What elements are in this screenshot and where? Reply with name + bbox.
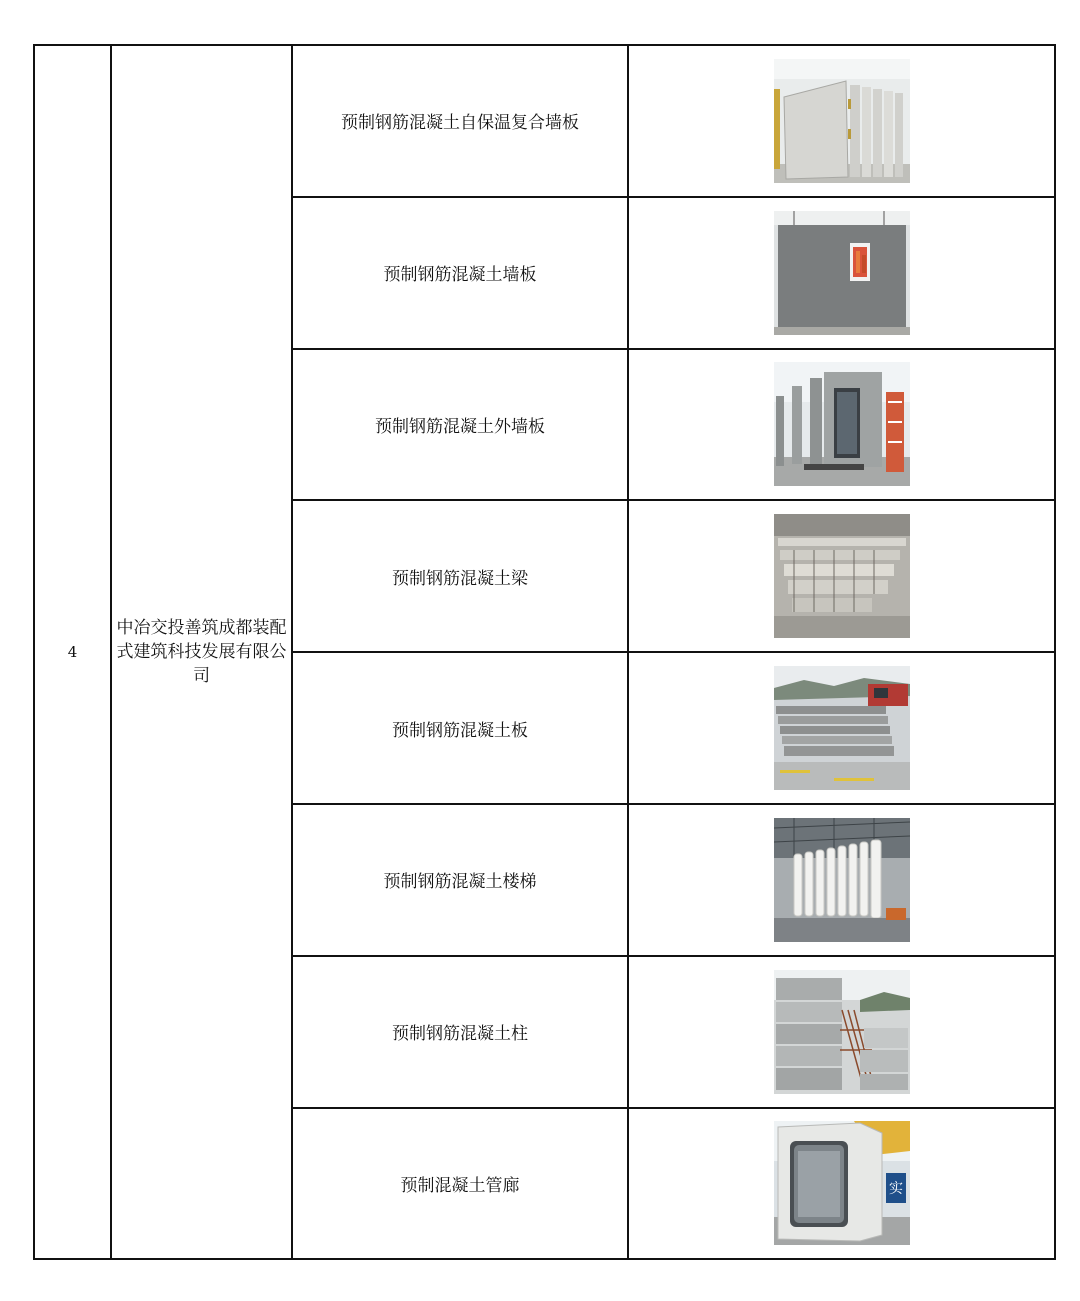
beams-photo: [774, 514, 910, 638]
product-name: 预制钢筋混凝土墙板: [292, 197, 628, 349]
company-name: 中冶交投善筑成都装配式建筑科技发展有限公司: [111, 45, 292, 1259]
wall-panel-with-window-photo: [774, 211, 910, 335]
product-name: 预制混凝土管廊: [292, 1108, 628, 1260]
product-name: 预制钢筋混凝土自保温复合墙板: [292, 45, 628, 197]
product-name: 预制钢筋混凝土楼梯: [292, 804, 628, 956]
exterior-wall-panels-photo: [774, 362, 910, 486]
product-table: [33, 44, 1056, 1260]
sign-text: 实: [888, 1181, 903, 1198]
product-name: 预制钢筋混凝土梁: [292, 500, 628, 652]
product-name: 预制钢筋混凝土外墙板: [292, 349, 628, 501]
wall-panels-photo: [774, 59, 910, 183]
stairs-photo: [774, 818, 910, 942]
utility-tunnel-photo: [774, 1121, 910, 1245]
product-name: 预制钢筋混凝土板: [292, 652, 628, 804]
columns-photo: [774, 970, 910, 1094]
product-name: 预制钢筋混凝土柱: [292, 956, 628, 1108]
slabs-photo: [774, 666, 910, 790]
row-number: 4: [34, 45, 111, 1259]
table-row: [34, 45, 1055, 197]
